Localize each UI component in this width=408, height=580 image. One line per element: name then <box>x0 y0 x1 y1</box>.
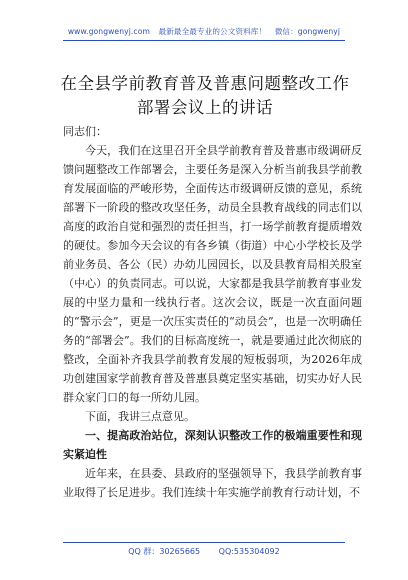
section-heading: 一、提高政治站位，深刻认识整改工作的极端重要性和现实紧迫性 <box>63 429 362 461</box>
document-title: 在全县学前教育普及普惠问题整改工作部署会议上的讲话 <box>60 74 350 117</box>
page-footer <box>0 546 408 557</box>
header-site-link[interactable]: www.gongwenyj.com <box>67 27 150 36</box>
document-body <box>63 122 362 502</box>
header-slogan: 最新最全最专业的公文资料库！ <box>158 27 267 36</box>
footer-divider <box>63 542 345 543</box>
footer-qq: QQ:535304092 <box>218 547 280 556</box>
body-paragraph: 今天，我们在这里召开全县学前教育普及普惠市级调研反馈问题整改工作部署会，主要任务是深入分析当前我县学前教育发展面临的严峻形势，全面传达市级调研反馈的意见，系统部署下一阶段的整改攻坚任务，动员全县教育战线的同志们以高度的政治自觉和强烈的责任担当，打一场学前教育提质增效的硬仗。参加今天会议的有各乡镇（街道）中心小学校长及学前业务员、各公（民）办幼儿园园长，以及县教育局相关股室（中心）的负责同志。可以说，大家都是我县学前教育事业发展的中坚力量和一线执行者。这次会议，既是一次直面问题的“警示会”，更是一次压实责任的“动员会”，也是一次明确任务的“部署会”。我们的目标高度统一，就是要通过此次彻底的整改，全面补齐我县学前教育发展的短板弱项，为2026年成功创建国家学前教育普及普惠县奠定坚实基础，切实办好人民群众家门口的每一所幼儿园。 <box>63 144 362 404</box>
salutation: 同志们： <box>63 125 107 138</box>
body-paragraph: 近年来，在县委、县政府的坚强领导下，我县学前教育事业取得了长足进步。我们连续十年实施学前教育行动计划，不 <box>63 467 362 499</box>
header-divider <box>63 40 345 41</box>
header-wechat: 微信：gongwenyj <box>274 27 341 36</box>
body-paragraph: 下面，我讲三点意见。 <box>85 410 195 423</box>
footer-qq-group: QQ 群：30265665 <box>128 547 201 556</box>
page-header <box>0 26 408 37</box>
